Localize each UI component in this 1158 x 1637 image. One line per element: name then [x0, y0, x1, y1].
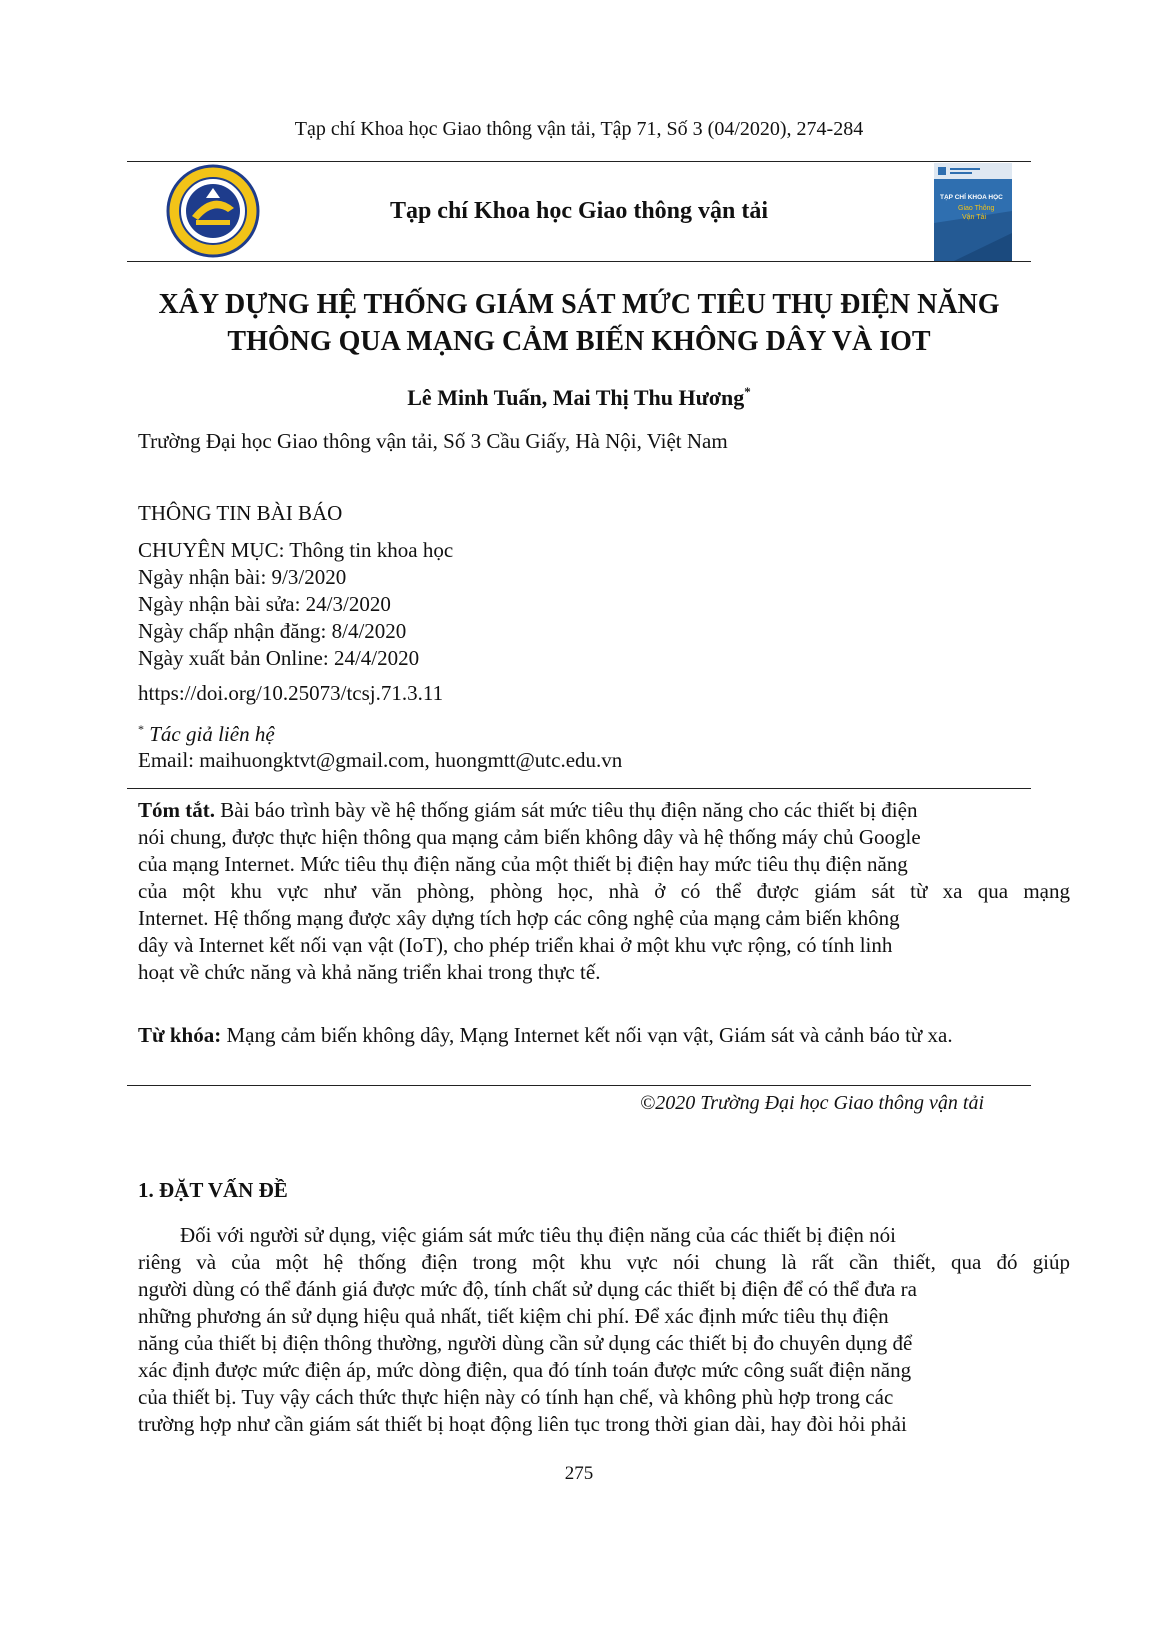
- cover-subtitle-1: Giao Thông: [958, 205, 995, 212]
- keywords: [138, 1020, 1018, 1050]
- running-header: Tạp chí Khoa học Giao thông vận tải, Tập 71, Số 3 (04/2020), 274-284: [294, 118, 864, 140]
- page-number: 275: [564, 1463, 594, 1484]
- header-top-rule: [127, 161, 1031, 162]
- cover-title-text: TẠP CHÍ KHOA HỌC: [940, 194, 1003, 201]
- body-line: trường hợp như cần giám sát thiết bị hoạt động liên tục trong thời gian dài, hay đòi hỏi phải: [138, 1412, 907, 1436]
- copyright: ©2020 Trường Đại học Giao thông vận tải: [640, 1092, 985, 1114]
- author-names: Lê Minh Tuấn, Mai Thị Thu Hương: [407, 385, 745, 410]
- affiliation: Trường Đại học Giao thông vận tải, Số 3 Cầu Giấy, Hà Nội, Việt Nam: [138, 429, 728, 453]
- title-line-2: THÔNG QUA MẠNG CẢM BIẾN KHÔNG DÂY VÀ IOT: [227, 326, 931, 357]
- header-bottom-rule: [127, 261, 1031, 262]
- author-mark: *: [744, 384, 751, 399]
- article-info-list: [138, 537, 453, 672]
- abstract-line: nói chung, được thực hiện thông qua mạng cảm biến không dây và hệ thống máy chủ Google: [138, 825, 921, 849]
- abstract-line: của mạng Internet. Mức tiêu thụ điện năng của một thiết bị điện hay mức tiêu thụ điện năng: [138, 852, 908, 876]
- received-date: Ngày nhận bài: 9/3/2020: [138, 565, 347, 589]
- cover-subtitle-2: Vận Tải: [962, 214, 986, 221]
- corresponding-label: Tác giả liên hệ: [149, 722, 275, 746]
- accepted-date: Ngày chấp nhận đăng: 8/4/2020: [138, 619, 407, 643]
- journal-name: Tạp chí Khoa học Giao thông vận tải: [389, 198, 769, 224]
- title-line-1: XÂY DỰNG HỆ THỐNG GIÁM SÁT MỨC TIÊU THỤ ĐIỆN NĂNG: [158, 289, 1000, 320]
- article-info-heading: THÔNG TIN BÀI BÁO: [138, 501, 343, 525]
- contact-email[interactable]: Email: maihuongktvt@gmail.com, huongmtt@utc.edu.vn: [138, 748, 623, 772]
- abstract-line: Internet. Hệ thống mạng được xây dựng tích hợp các công nghệ của mạng cảm biến không: [138, 906, 900, 930]
- abstract-text: Bài báo trình bày về hệ thống giám sát mức tiêu thụ điện năng cho các thiết bị điện: [215, 798, 918, 822]
- keywords-text: Mạng cảm biến không dây, Mạng Internet kết nối vạn vật, Giám sát và cảnh báo từ xa.: [221, 1023, 953, 1047]
- abstract-line: [138, 797, 1070, 824]
- article-category: CHUYÊN MỤC: Thông tin khoa học: [138, 538, 454, 562]
- body-paragraph: [138, 1222, 1070, 1438]
- paper-title: [120, 286, 1038, 360]
- abstract-bottom-rule: [127, 1085, 1031, 1086]
- abstract-label: Tóm tắt.: [138, 798, 215, 822]
- body-line: của thiết bị. Tuy vậy cách thức thực hiện này có tính hạn chế, và không phù hợp trong các: [138, 1385, 894, 1409]
- online-date: Ngày xuất bản Online: 24/4/2020: [138, 646, 420, 670]
- body-line: người dùng có thể đánh giá được mức độ, tính chất sử dụng các thiết bị điện để có thể đưa ra: [138, 1277, 917, 1301]
- keywords-label: Từ khóa:: [138, 1023, 222, 1047]
- revised-date: Ngày nhận bài sửa: 24/3/2020: [138, 592, 391, 616]
- body-line: năng của thiết bị điện thông thường, người dùng cần sử dụng các thiết bị đo chuyên dụng để: [138, 1331, 913, 1355]
- body-line: Đối với người sử dụng, việc giám sát mức tiêu thụ điện năng của các thiết bị điện nói: [138, 1223, 896, 1247]
- abstract-line: hoạt về chức năng và khả năng triển khai trong thực tế.: [138, 960, 601, 984]
- body-line: xác định được mức điện áp, mức dòng điện, qua đó tính toán được mức công suất điện năng: [138, 1358, 912, 1382]
- section-heading: 1. ĐẶT VẤN ĐỀ: [138, 1178, 288, 1202]
- journal-cover-image: [934, 163, 1012, 261]
- doi-link[interactable]: https://doi.org/10.25073/tcsj.71.3.11: [138, 681, 444, 705]
- body-line: riêng và của một hệ thống điện trong một khu vực nói chung là rất cần thiết, qua đó giúp: [138, 1250, 1070, 1274]
- abstract-line: của một khu vực như văn phòng, phòng học, nhà ở có thể được giám sát từ xa qua mạng: [138, 879, 1070, 903]
- authors: [0, 384, 1158, 411]
- abstract-line: dây và Internet kết nối vạn vật (IoT), cho phép triển khai ở một khu vực rộng, có tính linh: [138, 933, 893, 957]
- corresponding-author: [138, 716, 275, 748]
- abstract: [138, 797, 1070, 986]
- abstract-top-rule: [127, 788, 1031, 789]
- corresponding-mark: *: [138, 722, 144, 736]
- body-line: những phương án sử dụng hiệu quả nhất, tiết kiệm chi phí. Để xác định mức tiêu thụ điện: [138, 1304, 889, 1328]
